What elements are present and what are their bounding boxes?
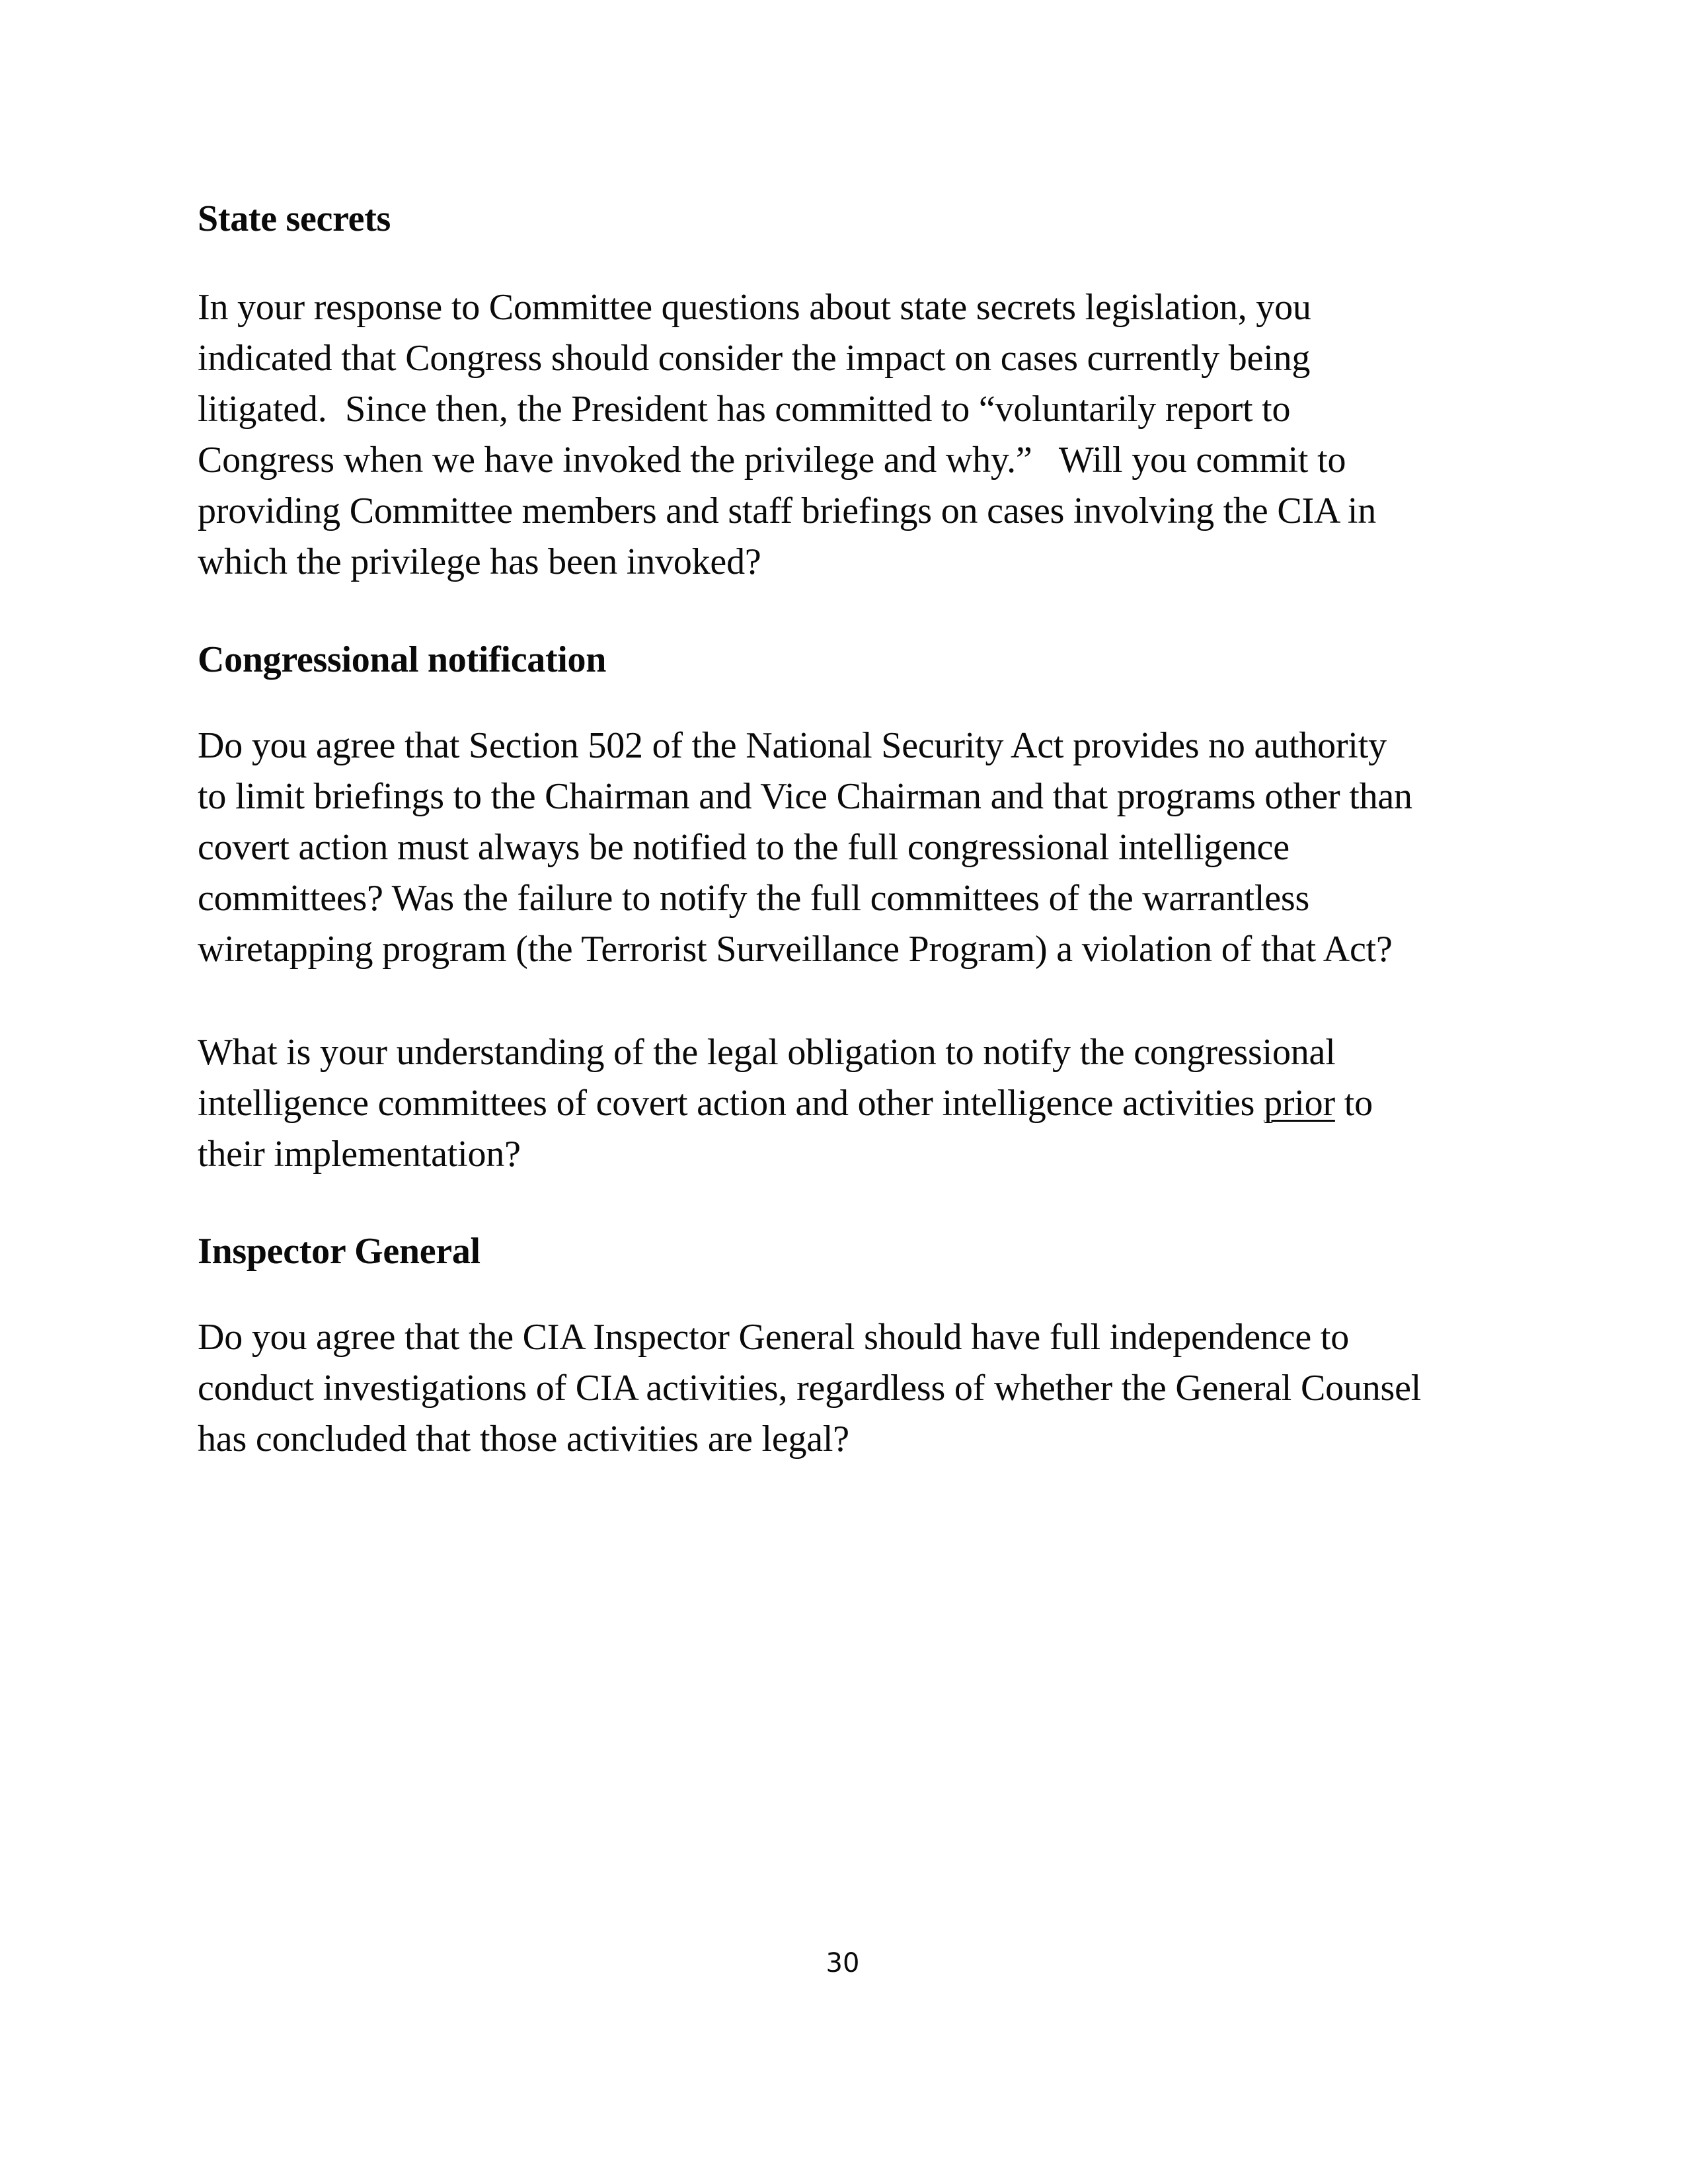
paragraph-section-502 [198, 721, 1520, 975]
page-number: 30 [826, 1948, 860, 1978]
text-line: their implementation? [198, 1134, 521, 1175]
text-line: indicated that Congress should consider the impact on cases currently being [198, 338, 1311, 379]
paragraph-state-secrets [198, 282, 1520, 588]
text-line: conduct investigations of CIA activities, regardless of whether the General Counsel [198, 1368, 1422, 1409]
text-segment: to [1334, 1083, 1373, 1124]
paragraph-legal-obligation [198, 1027, 1520, 1180]
section-heading-inspector-general: Inspector General [198, 1231, 481, 1272]
text-line: covert action must always be notified to the full congressional intelligence [198, 827, 1290, 868]
text-line: providing Committee members and staff briefings on cases involving the CIA in [198, 490, 1377, 531]
paragraph-inspector-general [198, 1312, 1520, 1465]
section-heading-congressional-notification: Congressional notification [198, 639, 607, 680]
text-line: litigated. Since then, the President has committed to “voluntarily report to [198, 389, 1291, 430]
text-line: to limit briefings to the Chairman and Vice Chairman and that programs other than [198, 776, 1412, 817]
section-heading-state-secrets: State secrets [198, 198, 391, 239]
text-line [198, 1078, 1520, 1129]
text-line: committees? Was the failure to notify the full committees of the warrantless [198, 878, 1310, 919]
text-line: Congress when we have invoked the privilege and why.” Will you commit to [198, 440, 1346, 481]
text-line: Do you agree that Section 502 of the National Security Act provides no authority [198, 725, 1387, 766]
text-line: has concluded that those activities are legal? [198, 1419, 849, 1460]
text-segment: intelligence committees of covert action and other intelligence activities [198, 1083, 1264, 1124]
text-line: which the privilege has been invoked? [198, 541, 761, 582]
text-line: Do you agree that the CIA Inspector General should have full independence to [198, 1317, 1349, 1358]
text-line: wiretapping program (the Terrorist Surveillance Program) a violation of that Act? [198, 929, 1393, 970]
text-line: What is your understanding of the legal obligation to notify the congressional [198, 1032, 1336, 1073]
underlined-word-prior: prior [1264, 1083, 1335, 1124]
text-line: In your response to Committee questions about state secrets legislation, you [198, 287, 1311, 328]
